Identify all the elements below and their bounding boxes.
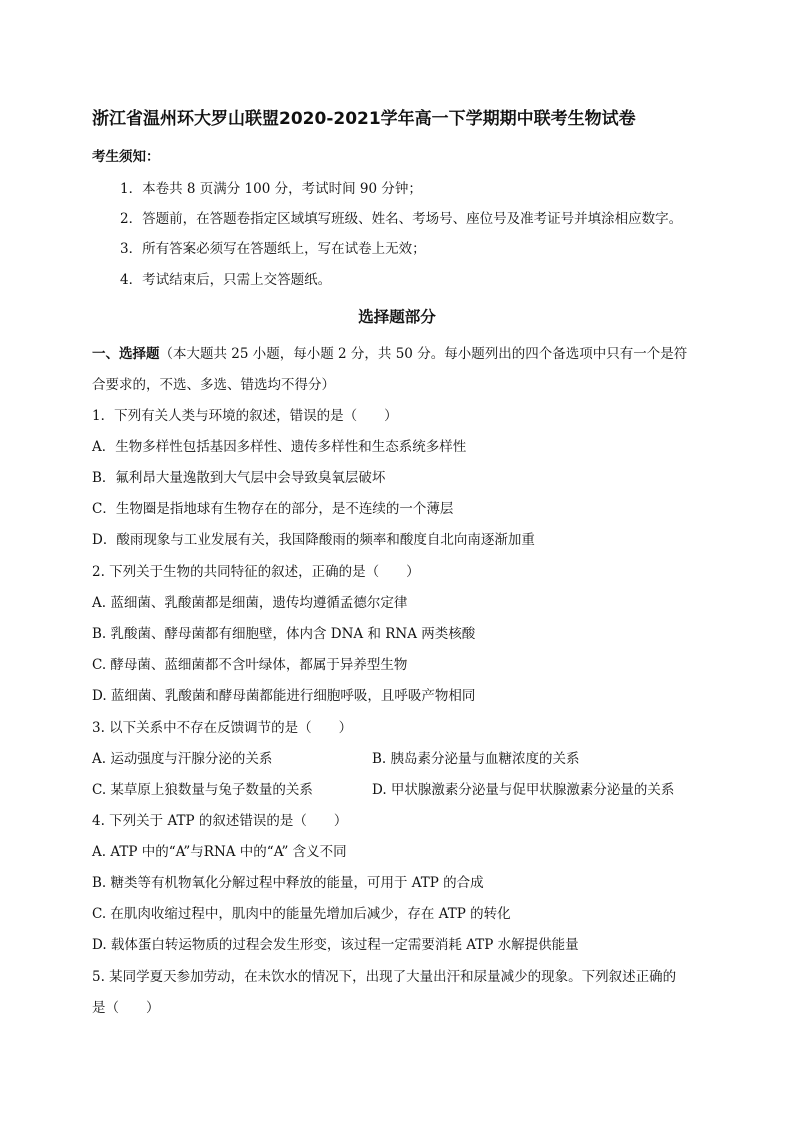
notice-item: 1．本卷共 8 页满分 100 分，考试时间 90 分钟； [120,181,422,197]
part-description-cont: 合要求的，不选、多选、错选均不得分） [92,377,335,393]
notice-item: 2．答题前，在答题卷指定区域填写班级、姓名、考场号、座位号及准考证号并填涂相应数字。 [120,211,683,227]
question-option: A. 运动强度与汗腺分泌的关系 [92,751,273,767]
question-stem: 1．下列有关人类与环境的叙述，错误的是（ ） [92,408,398,424]
part-instructions [92,342,687,362]
part-label: 一、选择题 [92,346,160,362]
question-stem: 4. 下列关于 ATP 的叙述错误的是（ ） [92,813,348,829]
question-option: C. 酵母菌、蓝细菌都不含叶绿体，都属于异养型生物 [92,657,408,673]
page-title: 浙江省温州环大罗山联盟2020-2021学年高一下学期期中联考生物试卷 [92,109,636,129]
question-option: D. 蓝细菌、乳酸菌和酵母菌都能进行细胞呼吸，且呼吸产物相同 [92,688,476,704]
notice-item: 3．所有答案必须写在答题纸上，写在试卷上无效； [120,241,426,257]
part-description: （本大题共 25 小题，每小题 2 分，共 50 分。每小题列出的四个备选项中只有一个是符 [159,346,688,362]
question-option: A．生物多样性包括基因多样性、遗传多样性和生态系统多样性 [92,439,467,455]
question-option: C. 在肌肉收缩过程中，肌肉中的能量先增加后减少，存在 ATP 的转化 [92,906,511,922]
question-stem: 3. 以下关系中不存在反馈调节的是（ ） [92,720,353,736]
section-title: 选择题部分 [358,307,436,326]
question-option: A. 蓝细菌、乳酸菌都是细菌，遗传均遵循孟德尔定律 [92,595,408,611]
question-stem: 5. 某同学夏天参加劳动，在未饮水的情况下，出现了大量出汗和尿量减少的现象。下列叙述正确的 [92,969,677,985]
notice-heading: 考生须知： [92,149,160,165]
question-option: D. 载体蛋白转运物质的过程会发生形变，该过程一定需要消耗 ATP 水解提供能量 [92,937,579,953]
notice-item: 4．考试结束后，只需上交答题纸。 [120,272,332,288]
question-option: D. 甲状腺激素分泌量与促甲状腺激素分泌量的关系 [372,782,675,798]
question-option: B. 糖类等有机物氧化分解过程中释放的能量，可用于 ATP 的合成 [92,875,484,891]
question-option: D．酸雨现象与工业发展有关，我国降酸雨的频率和酸度自北向南逐渐加重 [92,532,535,548]
question-option: C. 某草原上狼数量与兔子数量的关系 [92,782,313,798]
question-option: A. ATP 中的“A”与RNA 中的“A” 含义不同 [92,844,347,860]
question-option: B．氟利昂大量逸散到大气层中会导致臭氧层破坏 [92,470,386,486]
question-option: C．生物圈是指地球有生物存在的部分，是不连续的一个薄层 [92,501,454,517]
question-stem-cont: 是（ ） [92,1000,160,1016]
question-stem: 2. 下列关于生物的共同特征的叙述，正确的是（ ） [92,564,420,580]
question-option: B. 胰岛素分泌量与血糖浓度的关系 [372,751,580,767]
question-option: B. 乳酸菌、酵母菌都有细胞壁，体内含 DNA 和 RNA 两类核酸 [92,626,476,642]
